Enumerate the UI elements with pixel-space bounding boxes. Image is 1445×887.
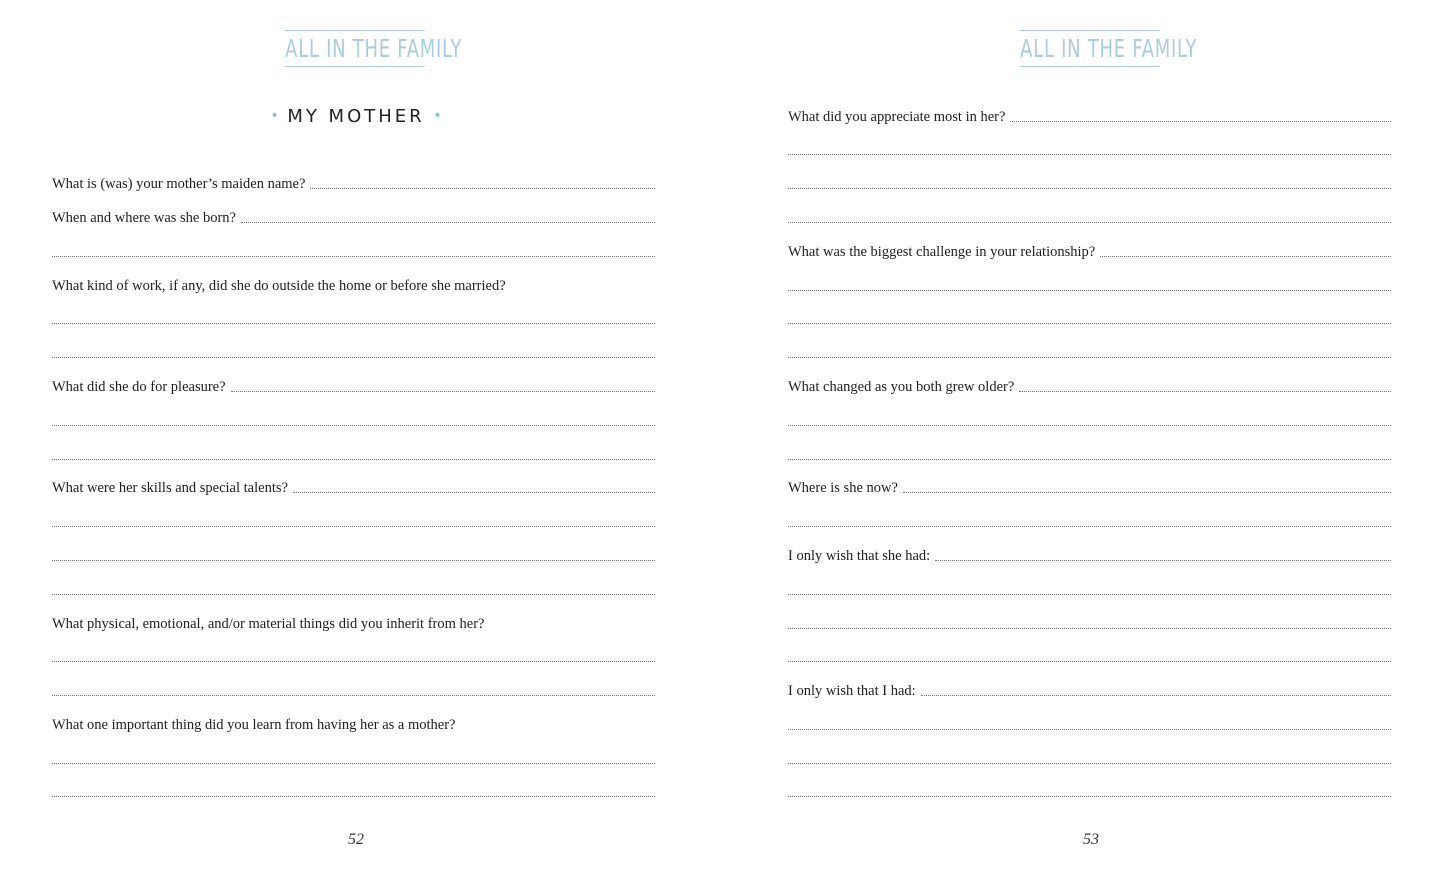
answer-row <box>52 578 655 598</box>
answer-row <box>788 307 1391 327</box>
answer-line[interactable] <box>788 526 1391 527</box>
question-row <box>788 476 1391 496</box>
question-row <box>52 476 655 496</box>
question-label: What changed as you both grew older? <box>788 379 1015 395</box>
answer-line[interactable] <box>231 391 655 392</box>
question-label: Where is she now? <box>788 480 898 496</box>
answer-line[interactable] <box>52 357 655 358</box>
question-label: What did she do for pleasure? <box>52 379 226 395</box>
answer-line[interactable] <box>788 628 1391 629</box>
answer-row <box>788 713 1391 733</box>
answer-row <box>788 206 1391 226</box>
answer-line[interactable] <box>788 594 1391 595</box>
answer-row <box>788 341 1391 361</box>
answer-row <box>52 510 655 530</box>
answer-row <box>788 612 1391 632</box>
question-label: I only wish that she had: <box>788 548 931 564</box>
answer-line[interactable] <box>788 323 1391 324</box>
answer-row <box>52 679 655 699</box>
answer-line[interactable] <box>52 323 655 324</box>
question-row <box>52 274 655 294</box>
running-header: ALL IN THE FAMILY <box>1020 30 1160 67</box>
answer-line[interactable] <box>788 425 1391 426</box>
answer-row <box>52 780 655 800</box>
answer-line[interactable] <box>52 796 655 797</box>
answer-line[interactable] <box>52 661 655 662</box>
answer-line[interactable] <box>1010 121 1391 122</box>
answer-line[interactable] <box>52 695 655 696</box>
answer-line[interactable] <box>788 459 1391 460</box>
answer-row <box>788 645 1391 665</box>
answer-row <box>52 409 655 429</box>
answer-row <box>788 172 1391 192</box>
answer-line[interactable] <box>903 492 1391 493</box>
answer-row <box>52 307 655 327</box>
question-label: What was the biggest challenge in your relationship? <box>788 244 1096 260</box>
answer-line[interactable] <box>788 290 1391 291</box>
answer-line[interactable] <box>241 222 655 223</box>
answer-line[interactable] <box>921 695 1391 696</box>
answer-line[interactable] <box>310 188 655 189</box>
question-label: What were her skills and special talents? <box>52 480 288 496</box>
page-number: 52 <box>348 831 364 848</box>
running-header: ALL IN THE FAMILY <box>285 30 425 67</box>
answer-line[interactable] <box>788 661 1391 662</box>
answer-row <box>788 274 1391 294</box>
question-row <box>52 206 655 226</box>
question-label: When and where was she born? <box>52 210 236 226</box>
answer-line[interactable] <box>788 796 1391 797</box>
question-row <box>52 713 655 733</box>
answer-row <box>52 747 655 767</box>
question-row <box>788 375 1391 395</box>
answer-row <box>788 578 1391 598</box>
answer-line[interactable] <box>52 425 655 426</box>
answer-row <box>52 443 655 463</box>
answer-row <box>52 341 655 361</box>
section-title-text: MY MOTHER <box>287 106 425 127</box>
answer-line[interactable] <box>788 763 1391 764</box>
answer-line[interactable] <box>52 256 655 257</box>
answer-line[interactable] <box>788 357 1391 358</box>
answer-line[interactable] <box>788 154 1391 155</box>
question-label: I only wish that I had: <box>788 683 916 699</box>
question-row <box>52 375 655 395</box>
answer-line[interactable] <box>935 560 1391 561</box>
answer-row <box>52 544 655 564</box>
answer-row <box>788 747 1391 767</box>
answer-row <box>788 780 1391 800</box>
question-row <box>52 172 655 192</box>
question-label: What one important thing did you learn from having her as a mother? <box>52 717 456 733</box>
question-label: What kind of work, if any, did she do outside the home or before she married? <box>52 278 506 294</box>
answer-line[interactable] <box>1100 256 1391 257</box>
answer-line[interactable] <box>52 763 655 764</box>
question-row <box>788 240 1391 260</box>
answer-row <box>788 443 1391 463</box>
answer-row <box>52 240 655 260</box>
answer-line[interactable] <box>52 560 655 561</box>
question-row <box>788 679 1391 699</box>
answer-line[interactable] <box>52 594 655 595</box>
answer-row <box>788 409 1391 429</box>
bullet-dot-icon: • <box>433 108 442 124</box>
answer-line[interactable] <box>788 222 1391 223</box>
section-title <box>262 106 450 127</box>
bullet-dot-icon: • <box>270 108 279 124</box>
answer-row <box>788 510 1391 530</box>
question-label: What is (was) your mother’s maiden name? <box>52 176 306 192</box>
answer-line[interactable] <box>788 188 1391 189</box>
answer-row <box>788 138 1391 158</box>
right-page <box>723 0 1445 887</box>
question-row <box>52 612 655 632</box>
answer-line[interactable] <box>52 459 655 460</box>
question-row <box>788 544 1391 564</box>
question-row <box>788 105 1391 125</box>
answer-line[interactable] <box>52 526 655 527</box>
answer-line[interactable] <box>1019 391 1391 392</box>
answer-line[interactable] <box>788 729 1391 730</box>
question-label: What physical, emotional, and/or material things did you inherit from her? <box>52 616 485 632</box>
question-label: What did you appreciate most in her? <box>788 109 1006 125</box>
answer-row <box>52 645 655 665</box>
answer-line[interactable] <box>293 492 655 493</box>
page-number: 53 <box>1083 831 1099 848</box>
left-page <box>0 0 722 887</box>
